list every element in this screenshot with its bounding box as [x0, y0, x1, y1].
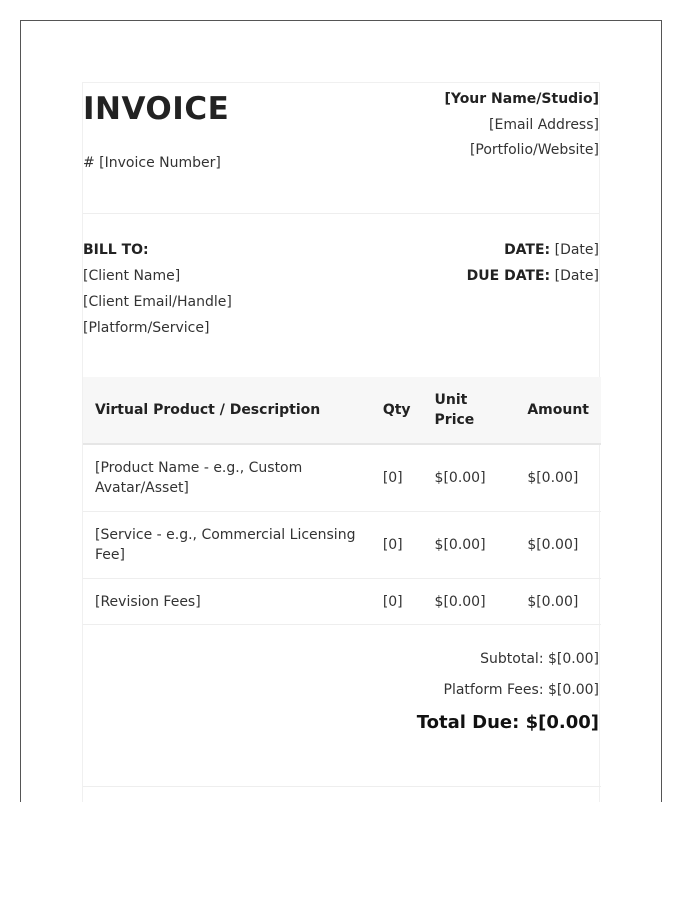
col-description: Virtual Product / Description: [83, 377, 371, 444]
invoice: [82, 82, 600, 802]
table-row: [83, 444, 601, 512]
line-items-table: [83, 377, 601, 625]
date-value: [Date]: [554, 242, 599, 258]
table-row: [83, 579, 601, 625]
col-amount: Amount: [515, 377, 601, 444]
bill-to-label: BILL TO:: [83, 242, 149, 258]
item-description: [Revision Fees]: [83, 579, 371, 625]
bill-to: [83, 237, 232, 341]
total-due: Total Due: $[0.00]: [416, 712, 599, 733]
due-date-label: DUE DATE:: [466, 268, 551, 284]
platform-fees: Platform Fees: $[0.00]: [443, 682, 599, 698]
totals-section: [417, 649, 599, 733]
date-label: DATE:: [504, 242, 551, 258]
item-qty: [0]: [371, 512, 423, 579]
parties-section: [83, 214, 599, 377]
item-amount: $[0.00]: [515, 579, 601, 625]
document-page: [20, 20, 662, 802]
invoice-header: [83, 83, 599, 214]
table-row: [83, 512, 601, 579]
invoice-date: [467, 237, 599, 263]
table-header-row: [83, 377, 601, 444]
col-unit-price: Unit Price: [423, 377, 516, 444]
invoice-number: # [Invoice Number]: [83, 155, 221, 171]
client-name: [Client Name]: [83, 268, 181, 284]
sender-portfolio: [Portfolio/Website]: [469, 142, 599, 158]
subtotal: Subtotal: $[0.00]: [480, 651, 599, 667]
item-amount: $[0.00]: [515, 444, 601, 512]
sender-info: [444, 87, 599, 164]
item-unit-price: $[0.00]: [423, 512, 516, 579]
item-unit-price: $[0.00]: [423, 579, 516, 625]
item-amount: $[0.00]: [515, 512, 601, 579]
footer-divider: [83, 786, 601, 787]
col-qty: Qty: [371, 377, 423, 444]
sender-name: [Your Name/Studio]: [444, 91, 599, 107]
item-qty: [0]: [371, 579, 423, 625]
sender-email: [Email Address]: [489, 116, 599, 133]
invoice-dates: [467, 237, 599, 289]
item-description: [Product Name - e.g., Custom Avatar/Asset]: [83, 444, 371, 512]
due-date: [467, 263, 599, 289]
invoice-title: INVOICE: [83, 91, 230, 127]
item-unit-price: $[0.00]: [423, 444, 516, 512]
item-qty: [0]: [371, 444, 423, 512]
due-date-value: [Date]: [554, 268, 599, 284]
item-description: [Service - e.g., Commercial Licensing Fee]: [83, 512, 371, 579]
client-contact: [Client Email/Handle]: [83, 294, 232, 310]
client-platform: [Platform/Service]: [83, 320, 210, 336]
